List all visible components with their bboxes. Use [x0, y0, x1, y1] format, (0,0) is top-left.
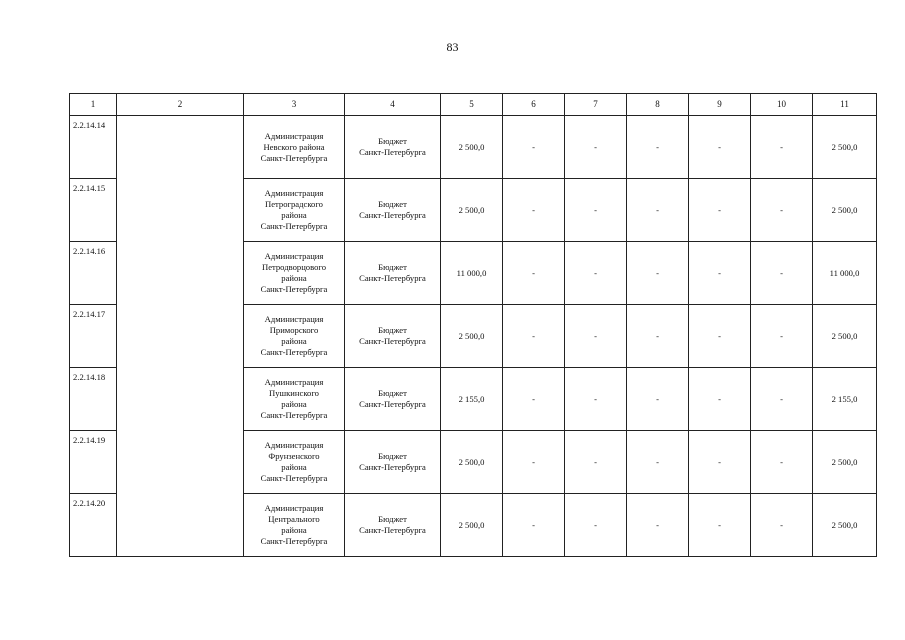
- executor-line: Администрация: [264, 314, 324, 324]
- year-amount-cell: -: [565, 368, 627, 431]
- executor-line: Администрация: [264, 251, 324, 261]
- funding-source-line: Санкт-Петербурга: [359, 147, 426, 157]
- column-header-5: 5: [441, 94, 503, 116]
- item-name-cell: [117, 368, 244, 431]
- total-amount-cell: 11 000,0: [441, 242, 503, 305]
- final-year-amount-cell: 2 500,0: [813, 116, 877, 179]
- column-header-1: 1: [70, 94, 117, 116]
- executor-line: Пушкинского: [269, 388, 319, 398]
- year-amount-cell: -: [689, 368, 751, 431]
- column-header-2: 2: [117, 94, 244, 116]
- executor-line: Санкт-Петербурга: [260, 221, 328, 231]
- funding-source-line: Санкт-Петербурга: [359, 399, 426, 409]
- year-amount-cell: -: [627, 368, 689, 431]
- executor-line: Санкт-Петербурга: [260, 284, 328, 294]
- funding-source-line: Санкт-Петербурга: [359, 210, 426, 220]
- item-name-cell: [117, 242, 244, 305]
- table-row: [70, 431, 877, 494]
- funding-source-line: Бюджет: [378, 262, 407, 272]
- executor-line: района: [281, 336, 307, 346]
- executor-cell: [244, 179, 345, 242]
- item-code-cell: 2.2.14.19: [70, 431, 117, 494]
- column-header-10: 10: [751, 94, 813, 116]
- year-amount-cell: -: [751, 368, 813, 431]
- year-amount-cell: -: [751, 242, 813, 305]
- table-row: [70, 305, 877, 368]
- funding-source-line: Санкт-Петербурга: [359, 462, 426, 472]
- executor-line: Санкт-Петербурга: [260, 536, 328, 546]
- year-amount-cell: -: [565, 305, 627, 368]
- total-amount-cell: 2 155,0: [441, 368, 503, 431]
- funding-source-cell: [345, 179, 441, 242]
- year-amount-cell: -: [751, 116, 813, 179]
- year-amount-cell: -: [503, 242, 565, 305]
- final-year-amount-cell: 2 500,0: [813, 494, 877, 557]
- year-amount-cell: -: [565, 179, 627, 242]
- year-amount-cell: -: [689, 242, 751, 305]
- column-header-8: 8: [627, 94, 689, 116]
- year-amount-cell: -: [565, 494, 627, 557]
- year-amount-cell: -: [503, 494, 565, 557]
- executor-line: Фрунзенского: [268, 451, 320, 461]
- final-year-amount-cell: 2 500,0: [813, 179, 877, 242]
- funding-source-line: Санкт-Петербурга: [359, 273, 426, 283]
- total-amount-cell: 2 500,0: [441, 179, 503, 242]
- total-amount-cell: 2 500,0: [441, 494, 503, 557]
- year-amount-cell: -: [503, 305, 565, 368]
- item-code-cell: 2.2.14.14: [70, 116, 117, 179]
- executor-line: района: [281, 462, 307, 472]
- table-row: [70, 179, 877, 242]
- column-header-7: 7: [565, 94, 627, 116]
- column-header-6: 6: [503, 94, 565, 116]
- final-year-amount-cell: 2 500,0: [813, 431, 877, 494]
- item-name-cell: [117, 494, 244, 557]
- executor-cell: [244, 368, 345, 431]
- item-name-cell: [117, 431, 244, 494]
- final-year-amount-cell: 2 500,0: [813, 305, 877, 368]
- executor-cell: [244, 431, 345, 494]
- funding-source-cell: [345, 305, 441, 368]
- funding-source-line: Бюджет: [378, 199, 407, 209]
- executor-line: района: [281, 525, 307, 535]
- year-amount-cell: -: [565, 431, 627, 494]
- funding-source-line: Бюджет: [378, 514, 407, 524]
- funding-source-cell: [345, 494, 441, 557]
- year-amount-cell: -: [503, 368, 565, 431]
- executor-line: Петродворцового: [262, 262, 326, 272]
- executor-line: Невского района: [263, 141, 325, 152]
- executor-cell: [244, 242, 345, 305]
- executor-cell: [244, 116, 345, 179]
- year-amount-cell: -: [751, 179, 813, 242]
- item-code-cell: 2.2.14.18: [70, 368, 117, 431]
- funding-source-cell: [345, 368, 441, 431]
- executor-line: Администрация: [264, 130, 324, 141]
- table-row: [70, 242, 877, 305]
- year-amount-cell: -: [627, 431, 689, 494]
- item-code-cell: 2.2.14.15: [70, 179, 117, 242]
- executor-line: района: [281, 210, 307, 220]
- year-amount-cell: -: [689, 431, 751, 494]
- table-row: [70, 494, 877, 557]
- final-year-amount-cell: 2 155,0: [813, 368, 877, 431]
- year-amount-cell: -: [627, 179, 689, 242]
- table-row: [70, 368, 877, 431]
- item-name-cell: [117, 116, 244, 179]
- column-header-11: 11: [813, 94, 877, 116]
- item-name-cell: [117, 179, 244, 242]
- total-amount-cell: 2 500,0: [441, 305, 503, 368]
- item-code-cell: 2.2.14.20: [70, 494, 117, 557]
- executor-line: Администрация: [264, 188, 324, 198]
- executor-line: Петроградского: [265, 199, 323, 209]
- executor-line: Приморского: [269, 325, 319, 335]
- funding-source-cell: [345, 116, 441, 179]
- year-amount-cell: -: [689, 116, 751, 179]
- executor-line: Санкт-Петербурга: [260, 347, 328, 357]
- header-row: [70, 94, 877, 116]
- page-number: 83: [446, 40, 459, 54]
- executor-line: Санкт-Петербурга: [260, 410, 328, 420]
- funding-source-line: Бюджет: [378, 388, 407, 398]
- final-year-amount-cell: 11 000,0: [813, 242, 877, 305]
- year-amount-cell: -: [689, 179, 751, 242]
- year-amount-cell: -: [751, 494, 813, 557]
- executor-line: Администрация: [264, 377, 324, 387]
- executor-line: Администрация: [264, 503, 324, 513]
- year-amount-cell: -: [627, 305, 689, 368]
- year-amount-cell: -: [689, 494, 751, 557]
- total-amount-cell: 2 500,0: [441, 116, 503, 179]
- table-row: [70, 116, 877, 179]
- total-amount-cell: 2 500,0: [441, 431, 503, 494]
- year-amount-cell: -: [503, 179, 565, 242]
- executor-line: района: [281, 273, 307, 283]
- item-code-cell: 2.2.14.16: [70, 242, 117, 305]
- executor-line: Санкт-Петербурга: [260, 152, 328, 163]
- item-name-cell: [117, 305, 244, 368]
- year-amount-cell: -: [503, 431, 565, 494]
- item-code-cell: 2.2.14.17: [70, 305, 117, 368]
- year-amount-cell: -: [565, 242, 627, 305]
- year-amount-cell: -: [751, 305, 813, 368]
- budget-table: [69, 93, 877, 557]
- executor-line: Администрация: [264, 440, 324, 450]
- year-amount-cell: -: [627, 494, 689, 557]
- funding-source-line: Санкт-Петербурга: [359, 525, 426, 535]
- funding-source-line: Бюджет: [378, 325, 407, 335]
- executor-line: Санкт-Петербурга: [260, 473, 328, 483]
- column-header-4: 4: [345, 94, 441, 116]
- year-amount-cell: -: [751, 431, 813, 494]
- year-amount-cell: -: [565, 116, 627, 179]
- funding-source-cell: [345, 431, 441, 494]
- year-amount-cell: -: [503, 116, 565, 179]
- executor-line: района: [281, 399, 307, 409]
- column-header-9: 9: [689, 94, 751, 116]
- funding-source-line: Бюджет: [378, 136, 407, 146]
- executor-cell: [244, 494, 345, 557]
- year-amount-cell: -: [689, 305, 751, 368]
- executor-cell: [244, 305, 345, 368]
- funding-source-line: Бюджет: [378, 451, 407, 461]
- column-header-3: 3: [244, 94, 345, 116]
- executor-line: Центрального: [268, 514, 320, 524]
- funding-source-cell: [345, 242, 441, 305]
- year-amount-cell: -: [627, 116, 689, 179]
- funding-source-line: Санкт-Петербурга: [359, 336, 426, 346]
- year-amount-cell: -: [627, 242, 689, 305]
- table-body: [70, 116, 877, 557]
